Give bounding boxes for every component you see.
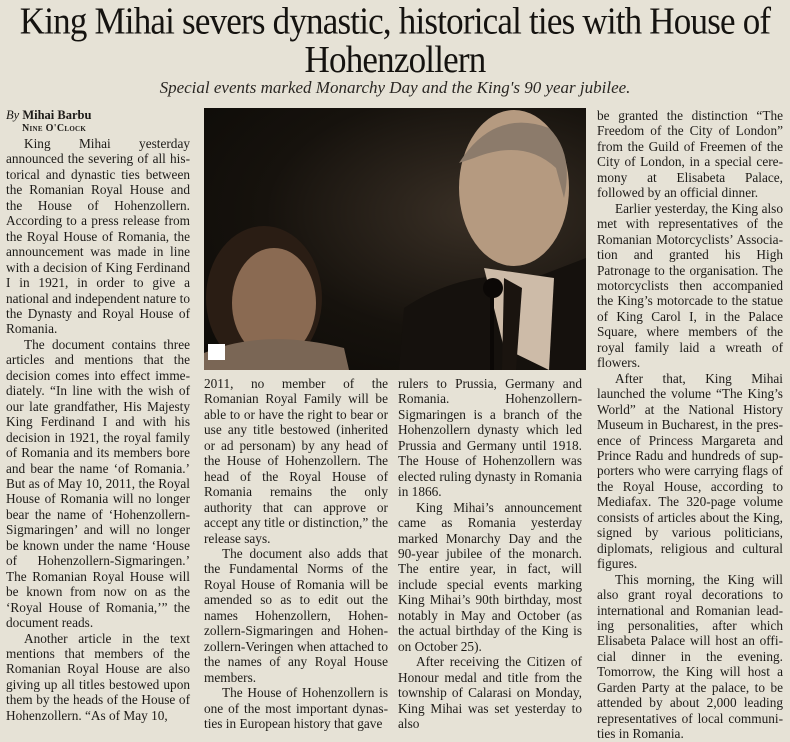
paragraph: King Mihai’s announcement came as Romania yesterday marked Monarchy Day and the 90-year jubilee of the monarch. The entire year, in fact, will include special events marking King Mihai’s 90th birthday, most notably in May and October (as the actual birthday of the King is on October 25). — [398, 499, 582, 654]
article-photo — [204, 108, 586, 370]
paragraph: 2011, no member of the Romanian Royal Family will be able to or have the right to bear or use any title bestowed (inherited or ad personam) by any head of the House of Hohenzollern. The head of the Royal House of Romania remains the only authority that can approve or accept any title or distinction,” the release says. — [204, 376, 388, 546]
article-column-3 — [398, 376, 582, 731]
paragraph: After receiving the Citizen of Honour medal and title from the township of Calarasi on Monday, King Mihai was set yesterday to also — [398, 654, 582, 731]
article-column-1 — [6, 108, 190, 723]
paragraph: rulers to Prussia, Germany and Romania. Hohenzollern-Sigmaringen is a branch of the Hohenzollern dynasty which led Prussia and Germany until 1918. The House of Hohenzollern was elected ruling dynasty in Romania in 1866. — [398, 376, 582, 500]
paragraph: This morning, the King will also grant royal decorations to international and Romanian leading personalities, after which Elisabeta Palace will host an official dinner in the evening. Tomorrow, the King will host a Garden Party at the palace, to be attended by about 2,000 leading representatives of local communities in Romania. — [597, 571, 783, 742]
paragraph: King Mihai yesterday announced the severing of all historical and dynastic ties between the Romanian Royal House and the House of Hohenzollern. According to a press release from the Royal House of Romania, the announcement was made in line with a decision of King Ferdinand I in 1921, in order to give a national and independent nature to the Dynasty and Royal House of Romania. — [6, 136, 190, 337]
photo-king-mihai-and-queen-anne-icon — [204, 108, 586, 370]
byline — [6, 108, 190, 122]
article-column-2 — [204, 376, 388, 731]
paragraph: Earlier yesterday, the King also met with representatives of the Romanian Motorcyclists’ Association and granted his High Patronage to the organisation. The motorcyclists then accompanied the King’s motorcade to the statue of King Carol I, in the Palace Square, where members of the royal family laid a wreath of flowers. — [597, 200, 783, 371]
publication-name: Nine O'Clock — [22, 123, 87, 134]
paragraph: After that, King Mihai launched the volume “The King’s World” at the National History Museum in Bucharest, in the presence of Princess Margareta and Prince Radu and hundreds of supporters who were carrying flags of the Royal House, according to Mediafax. The 320-page volume consists of articles about the King, signed by various politicians, diplomats, religious and cultural figures. — [597, 370, 783, 572]
headline: King Mihai severs dynastic, historical ties with House of Hohenzollern — [19, 0, 771, 81]
paragraph: The document contains three articles and mentions that the decision comes into effect immediately. “In line with the wish of our late grandfather, His Majesty King Ferdinand I and with his decision in 1921, the royal family of Romania and its members bore and bear the name ‘of Romania.’ But as of May 10, 2011, the Royal House of Romania will no longer bear the name of ‘Hohenzollern-Sigmaringen’ and will no longer be known under the name ‘House of Hohenzollern-Sigmaringen.’ The Romanian Royal House will be known from now on as the ‘Royal House of Romania,’” the document reads. — [6, 336, 190, 631]
article-column-4 — [597, 108, 783, 742]
paragraph: The House of Hohenzollern is one of the most important dynasties in European history that gave — [204, 685, 388, 731]
byline-prefix: By — [6, 108, 20, 122]
paragraph: Another article in the text mentions that members of the Romanian Royal House are also giving up all titles bestowed upon them by the heads of the House of Hohenzollern. “As of May 10, — [6, 630, 190, 723]
author-name: Mihai Barbu — [22, 108, 92, 122]
subheadline: Special events marked Monarchy Day and the King's 90 year jubilee. — [159, 78, 631, 97]
paragraph: The document also adds that the Fundamental Norms of the Royal House of Romania will be amended so as to edit out the names Hohenzollern, Hohenzollern-Sigmaringen and Hohenzollern-Veringen when attached to the names of any Royal House members. — [204, 545, 388, 685]
paragraph: be granted the distinction “The Freedom of the City of London” from the Guild of Freemen of the City of London, in a special ceremony at Elisabeta Palace, followed by an official dinner. — [597, 108, 783, 201]
